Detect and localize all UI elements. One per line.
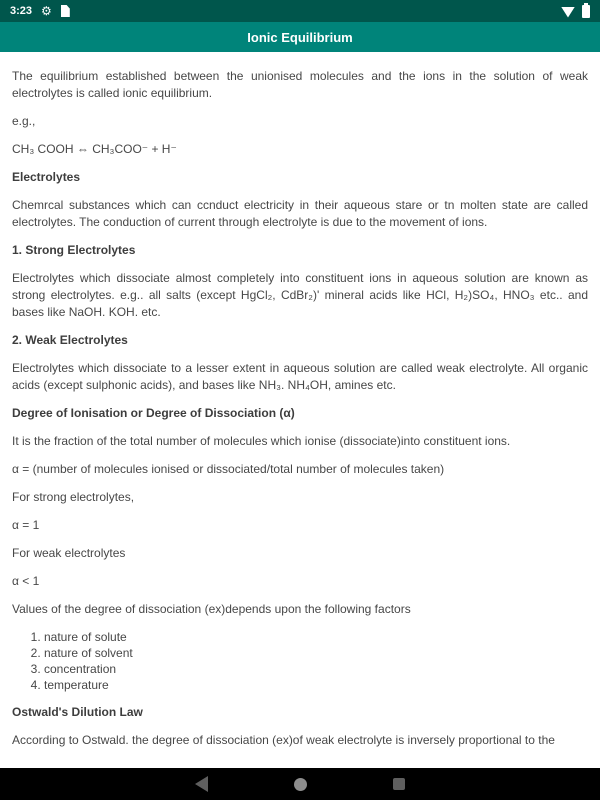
paragraph-intro: The equilibrium established between the unionised molecules and the ions in the solution of weak electrolytes is called ionic equilibrium. [12,69,588,100]
gear-icon: ⚙ [41,4,52,18]
heading-electrolytes: Electrolytes [12,170,81,184]
heading-weak-electrolytes: 2. Weak Electrolytes [12,333,128,347]
back-icon[interactable] [195,776,208,792]
alpha-definition: α = (number of molecules ionised or dissociated/total number of molecules taken) [12,462,445,476]
paragraph-weak-electrolytes: Electrolytes which dissociate to a lesser extent in aqueous solution are called weak electrolyte. All organic acids (except sulphonic acids), and bases like NH₃. NH₄OH, amines etc. [12,361,588,392]
list-item: 3. concentration [44,661,588,677]
wifi-icon [561,7,575,18]
eg-label: e.g., [12,114,36,128]
list-item: 4. temperature [44,677,588,693]
file-icon [61,5,70,17]
for-strong-label: For strong electrolytes, [12,490,135,504]
paragraph-degree-of-ionisation: It is the fraction of the total number of molecules which ionise (dissociate)into constituent ions. [12,434,511,448]
status-bar [0,0,600,22]
status-time: 3:23 [10,5,33,17]
home-icon[interactable] [294,778,307,791]
status-bar-right [561,5,590,18]
list-item: 1. nature of solute [44,629,588,645]
heading-strong-electrolytes: 1. Strong Electrolytes [12,243,136,257]
chemical-equation: CH₃ COOH ⇔ CH₃COO⁻ + H⁻ [12,142,177,156]
navigation-bar [0,768,600,800]
heading-degree-of-ionisation: Degree of Ionisation or Degree of Dissociation (α) [12,406,295,420]
list-item: 2. nature of solvent [44,645,588,661]
alpha-strong-value: α = 1 [12,518,40,532]
paragraph-strong-electrolytes: Electrolytes which dissociate almost completely into constituent ions in aqueous solution are known as strong electrolytes. e.g.. all salts (except HgCl₂, CdBr₂)' mineral acids like HCl, H₂)SO₄, HNO₃ etc.. and bases like NaOH. KOH. etc. [12,271,588,319]
factors-list [12,629,588,693]
app-bar [0,22,600,52]
page-title: Ionic Equilibrium [247,29,353,45]
alpha-weak-value: α < 1 [12,574,40,588]
status-bar-left [10,5,70,17]
recents-icon[interactable] [393,778,405,790]
factors-intro: Values of the degree of dissociation (ex)depends upon the following factors [12,602,411,616]
content-area[interactable] [0,52,600,768]
paragraph-ostwald: According to Ostwald. the degree of dissociation (ex)of weak electrolyte is inversely proportional to the [12,733,555,747]
heading-ostwald: Ostwald's Dilution Law [12,705,143,719]
battery-icon [582,5,590,18]
for-weak-label: For weak electrolytes [12,546,126,560]
paragraph-electrolytes: Chemrcal substances which can ccnduct electricity in their aqueous stare or tn molten state are called electrolytes. The conduction of current through electrolyte is due to the movement of ions. [12,198,588,229]
